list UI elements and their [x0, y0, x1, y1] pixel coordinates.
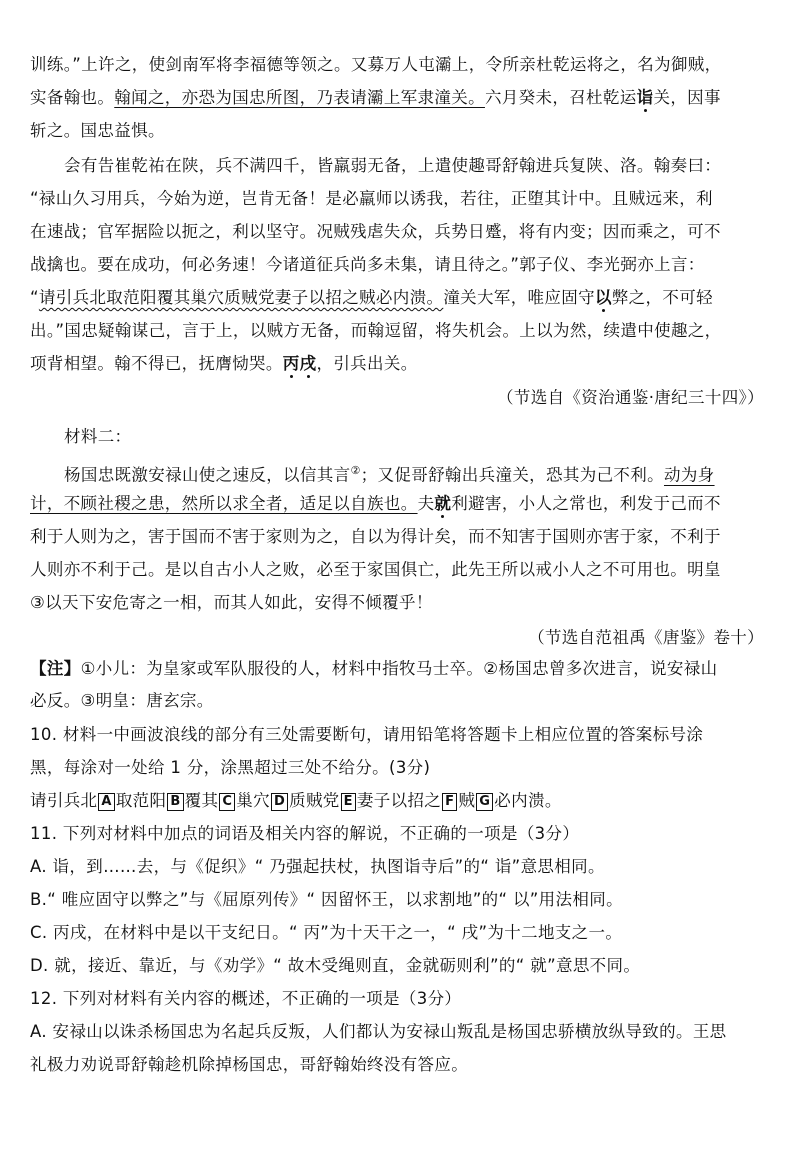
material1-line-1: 训练。”上许之，使剑南军将李福德等领之。又募万人屯灞上，令所亲杜乾运将之，名为御贼， — [30, 55, 722, 74]
question-11-option-d[interactable]: D. 就，接近、靠近，与《劝学》“ 故木受绳则直，金就砺则利”的“ 就”意思不同。 — [30, 956, 641, 975]
text-span: “ — [30, 288, 39, 307]
dotted-word-yi2: 以 — [594, 288, 612, 307]
segment: 请引兵北 — [30, 791, 98, 810]
material2-source: （节选自范祖禹《唐鉴》卷十） — [528, 628, 764, 647]
segment: 覆其 — [184, 791, 219, 810]
answer-box-c[interactable]: C — [219, 793, 235, 811]
segment: 巢穴 — [236, 791, 270, 810]
notes-label: 【注】 — [30, 659, 81, 678]
text-span: ，引兵出关。 — [316, 354, 418, 373]
material2-heading: 材料二： — [64, 427, 132, 446]
question-11-stem: 11. 下列对材料中加点的词语及相关内容的解说，不正确的一项是（3分） — [30, 824, 580, 843]
question-10-line-2: 黑，每涂对一处给 1 分，涂黑超过三处不给分。(3分) — [30, 758, 431, 777]
material1-source: （节选自《资治通鉴·唐纪三十四》） — [497, 388, 764, 407]
dotted-word-jiu: 就 — [434, 494, 452, 513]
answer-box-f[interactable]: F — [442, 793, 457, 811]
material1-line-5: “禄山久习用兵，今始为逆，岂肯无备！是必羸师以诱我，若往，正堕其计中。且贼远来，利 — [30, 189, 713, 208]
answer-box-b[interactable]: B — [167, 793, 183, 811]
segment: 质贼党 — [289, 791, 340, 810]
material2-line-3: 利于人则为之，害于国而不害于家则为之，自以为得计矣，而不知害于国则亦害于家，不利于 — [30, 527, 721, 546]
dotted-word-bing: 丙 — [282, 354, 300, 373]
answer-box-d[interactable]: D — [271, 793, 288, 811]
material1-line-6: 在速战；官军据险以扼之，利以坚守。况贼残虐失众，兵势日蹙，将有内变；因而乘之，可不 — [30, 222, 721, 241]
question-12-option-a-line-2[interactable]: 礼极力劝说哥舒翰趁机除掉杨国忠，哥舒翰始终没有答应。 — [30, 1055, 469, 1074]
answer-box-a[interactable]: A — [98, 793, 114, 811]
text-span: 杨国忠既激安禄山使之速反，以信其言 — [64, 465, 351, 485]
material1-line-10 — [30, 353, 772, 375]
segment: 贼 — [458, 791, 476, 810]
text-span: 实备翰也。 — [30, 88, 115, 107]
note-ref-2: ② — [350, 464, 361, 477]
material2-line-2 — [30, 493, 772, 515]
segment: 妻子以招之 — [356, 791, 442, 810]
answer-box-g[interactable]: G — [476, 793, 493, 811]
notes-line-2: 必反。③明皇：唐玄宗。 — [30, 691, 214, 710]
segment: 取范阳 — [115, 791, 167, 810]
text-span: ①小儿：为皇家或军队服役的人，材料中指牧马士卒。②杨国忠曾多次进言，说安禄山 — [80, 659, 718, 678]
text-span: 六月癸未，召杜乾运 — [484, 88, 637, 107]
text-span: 潼关大军，唯应固守 — [443, 288, 595, 307]
dotted-word-xu: 戌 — [299, 354, 317, 373]
text-span: 弊之，不可轻 — [611, 288, 713, 307]
text-span: 项背相望。翰不得已，抚膺恸哭。 — [30, 354, 283, 373]
question-11-option-a[interactable]: A. 诣，到……去，与《促织》“ 乃强起扶杖，执图诣寺后”的“ 诣”意思相同。 — [30, 857, 605, 876]
material2-line-4: 人则亦不利于己。是以自古小人之败，必至于家国俱亡，此先王所以戒小人之不可用也。明皇 — [30, 560, 721, 579]
material1-line-9: 出。”国忠疑翰谋己，言于上，以贼方无备，而翰逗留，将失机会。上以为然，续遣中使趣之， — [30, 321, 722, 340]
answer-box-e[interactable]: E — [341, 793, 356, 811]
question-10-answer-row — [30, 790, 772, 812]
material2-line-5: ③以天下安危寄之一相，而其人如此，安得不倾覆乎！ — [30, 593, 433, 612]
material2-line-1 — [64, 460, 772, 485]
question-12-option-a-line-1[interactable]: A. 安禄山以诛杀杨国忠为名起兵反叛，人们都认为安禄山叛乱是杨国忠骄横放纵导致的。王思 — [30, 1022, 727, 1041]
underlined-sentence: 动为身 — [663, 465, 715, 485]
underlined-sentence: 计，不顾社稷之患，然所以求全者，适足以自族也。 — [30, 494, 418, 513]
segment: 必内溃。 — [494, 791, 562, 810]
notes-line-1 — [30, 658, 772, 680]
question-12-stem: 12. 下列对材料有关内容的概述，不正确的一项是（3分） — [30, 989, 462, 1008]
material1-line-8 — [30, 287, 772, 309]
material1-line-2 — [30, 87, 772, 109]
material1-line-3: 斩之。国忠益惧。 — [30, 121, 165, 140]
question-11-option-c[interactable]: C. 丙戌，在材料中是以干支纪日。“ 丙”为十天干之一，“ 戌”为十二地支之一。 — [30, 923, 623, 942]
material1-line-7: 战擒也。要在成功，何必务速！今诸道征兵尚多未集，请且待之。”郭子仪、李光弼亦上言： — [30, 255, 705, 274]
material1-line-4: 会有告崔乾祐在陕，兵不满四千，皆羸弱无备，上遣使趣哥舒翰进兵复陕、洛。翰奏曰： — [64, 156, 722, 175]
text-span: 关，因事 — [653, 88, 721, 107]
text-span: 夫 — [417, 494, 435, 513]
underlined-sentence: 翰闻之，亦恐为国忠所图，乃表请灞上军隶潼关。 — [114, 88, 485, 107]
dotted-word-yi: 诣 — [636, 88, 654, 107]
text-span: ；又促哥舒翰出兵潼关，恐其为己不利。 — [360, 465, 664, 485]
wavy-underlined-sentence: 请引兵北取范阳覆其巢穴质贼党妻子以招之贼必内溃。 — [38, 288, 444, 307]
question-10-line-1: 10. 材料一中画波浪线的部分有三处需要断句，请用铅笔将答题卡上相应位置的答案标号涂 — [30, 725, 704, 744]
text-span: 利避害，小人之常也，利发于己而不 — [451, 494, 721, 513]
question-11-option-b[interactable]: B.“ 唯应固守以弊之”与《屈原列传》“ 因留怀王，以求割地”的“ 以”用法相同。 — [30, 890, 623, 909]
